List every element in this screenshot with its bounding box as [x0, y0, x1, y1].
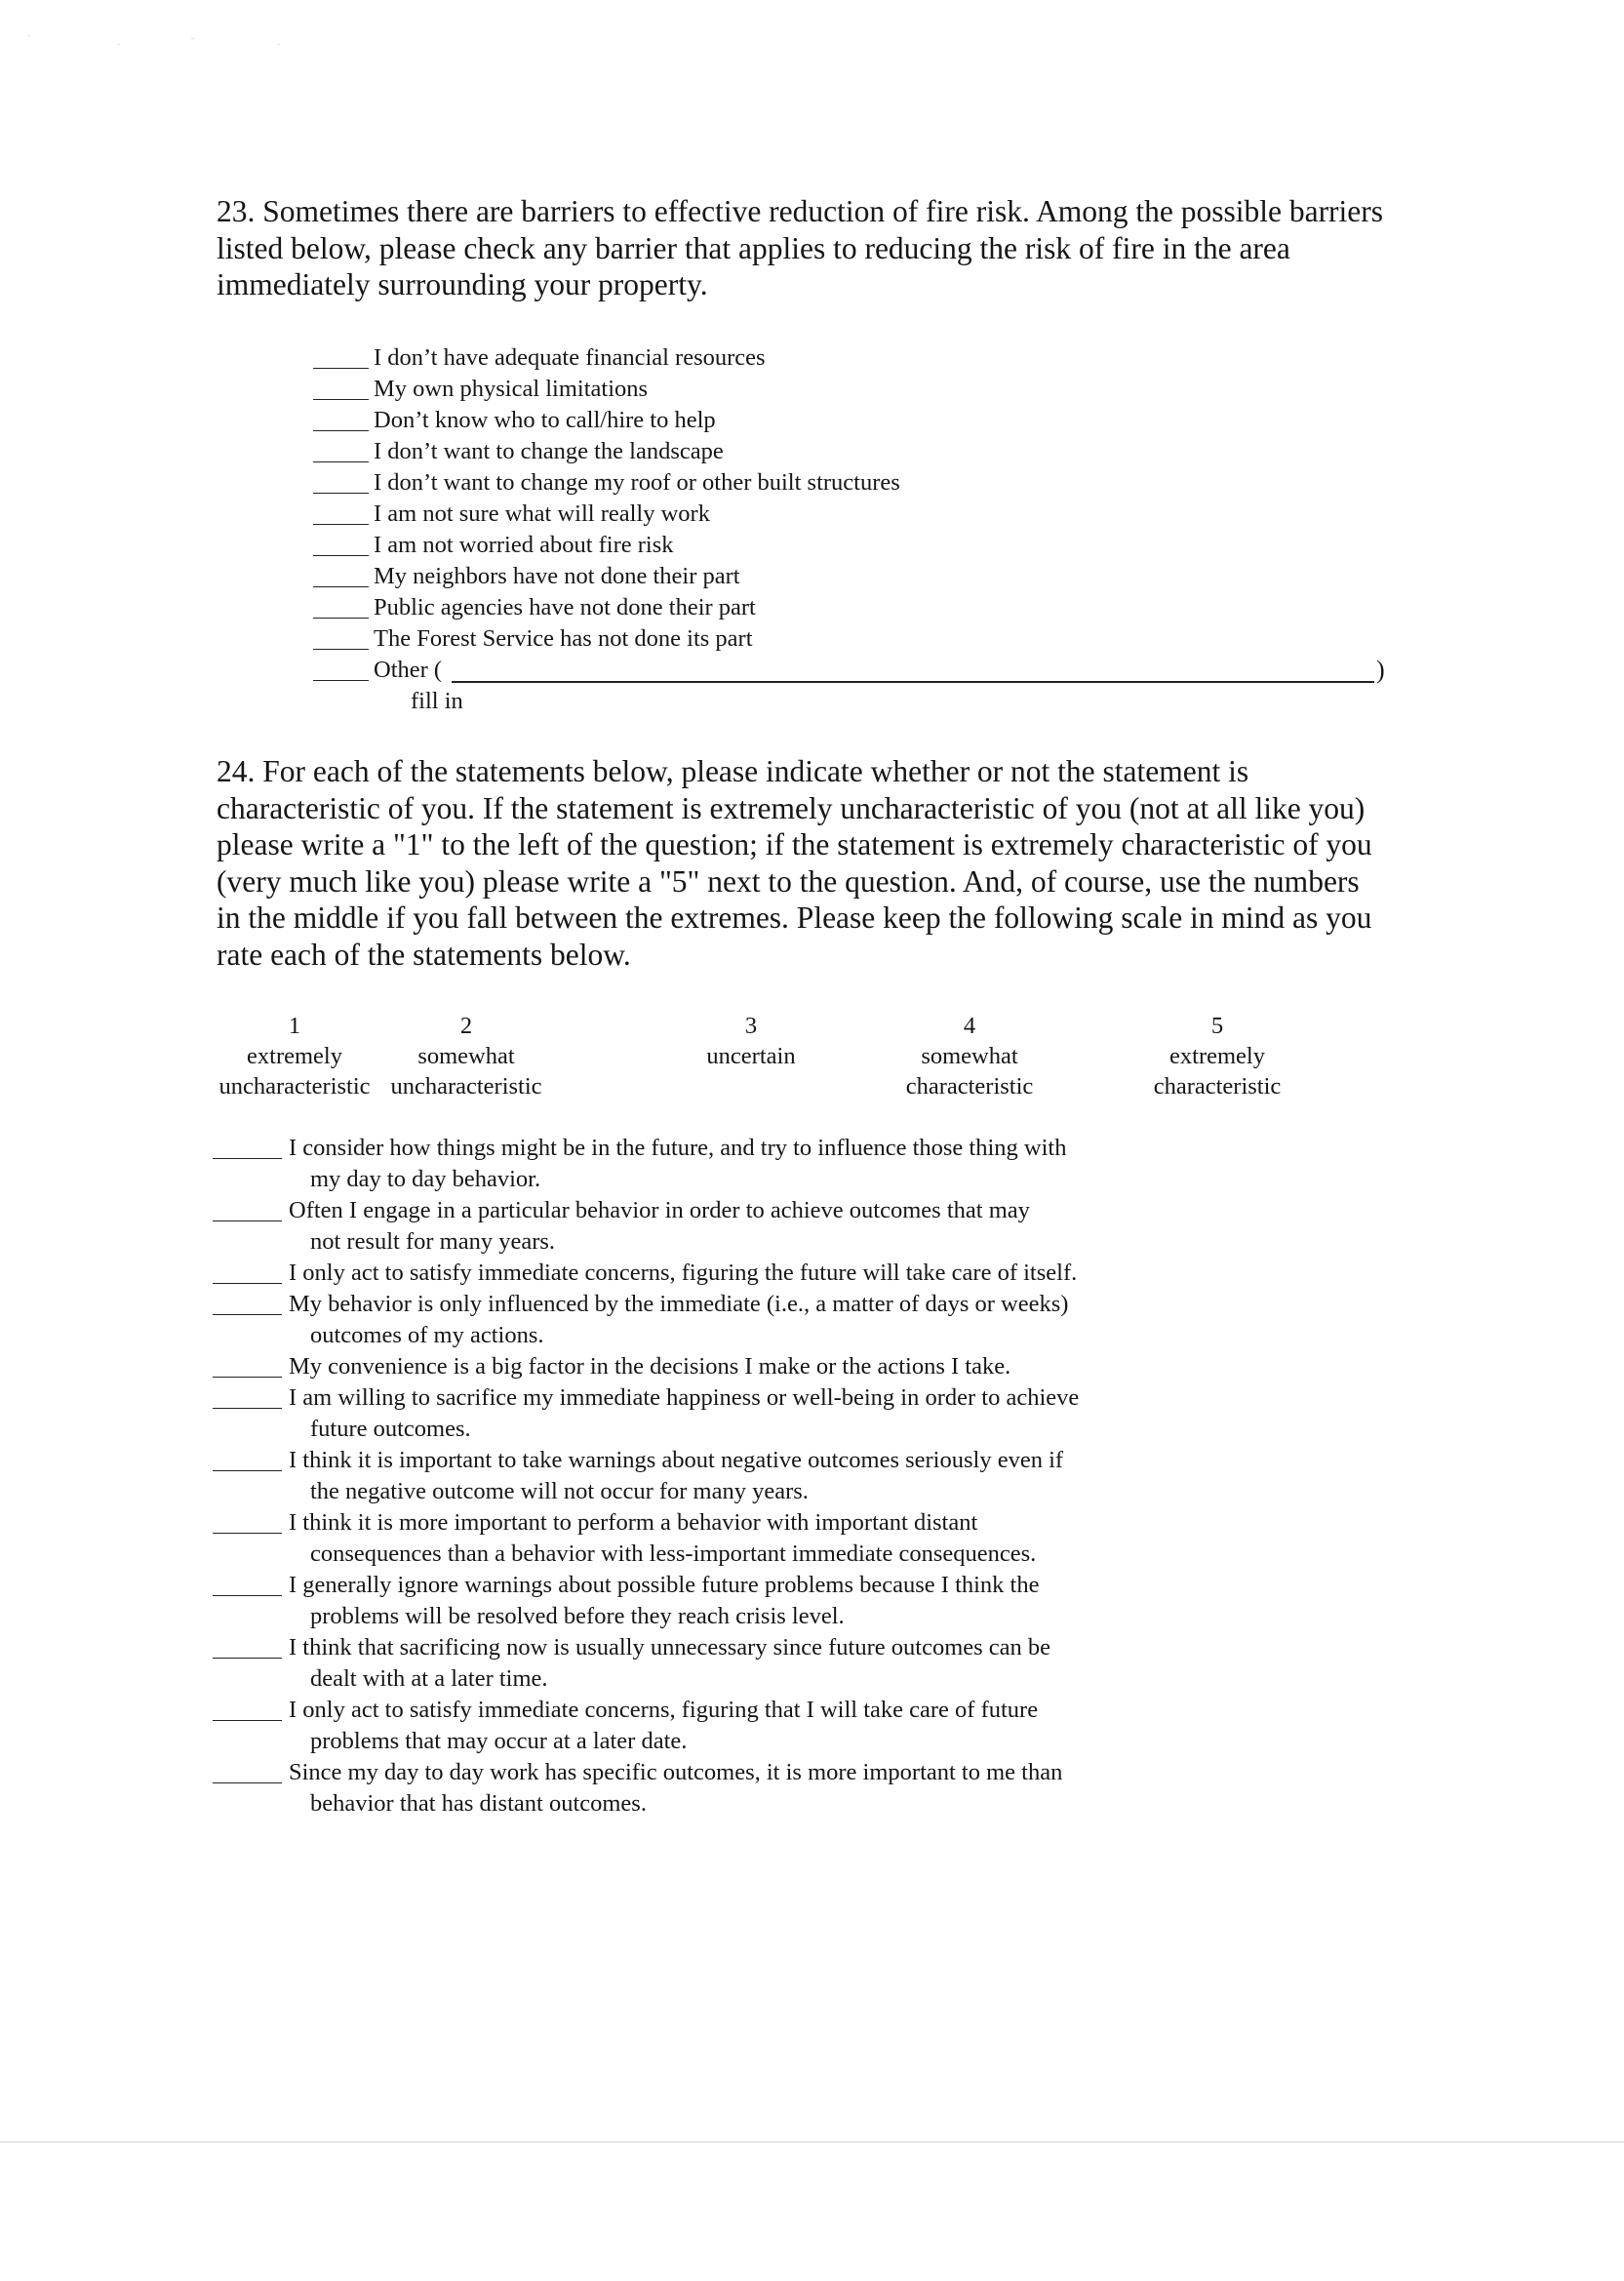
- statement-text: My convenience is a big factor in the decisions I make or the actions I take.: [289, 1353, 1011, 1380]
- barrier-option: [313, 623, 1484, 655]
- statement-item: [213, 1570, 1481, 1632]
- statement-text: I only act to satisfy immediate concerns, figuring that I will take care of future: [289, 1697, 1039, 1723]
- barrier-option: [313, 592, 1484, 623]
- statement-item: [213, 1351, 1481, 1382]
- check-blank[interactable]: [313, 471, 369, 494]
- scale-value: 3: [744, 1013, 758, 1039]
- statement-text-cont: my day to day behavior.: [310, 1166, 541, 1192]
- statement-item: [213, 1632, 1481, 1695]
- barrier-option: [313, 436, 1484, 467]
- scan-edge-line: [0, 2141, 1624, 2142]
- rating-blank[interactable]: [213, 1636, 282, 1659]
- option-label: The Forest Service has not done its part: [374, 625, 753, 652]
- check-blank[interactable]: [313, 378, 369, 400]
- statement-text: I generally ignore warnings about possible future problems because I think the: [289, 1572, 1040, 1598]
- prompt-line: rate each of the statements below.: [217, 937, 631, 972]
- prompt-line: please write a "1" to the left of the question; if the statement is extremely characteristic of you: [217, 827, 1372, 861]
- statement-item: [213, 1382, 1481, 1445]
- check-blank[interactable]: [313, 409, 369, 431]
- scale-label-line1: extremely: [247, 1043, 342, 1069]
- option-label: Public agencies have not done their part: [374, 594, 756, 620]
- scale-label-line2: characteristic: [905, 1073, 1034, 1100]
- prompt-line: immediately surrounding your property.: [217, 267, 708, 301]
- barrier-option: [313, 467, 1484, 499]
- rating-blank[interactable]: [213, 1574, 282, 1596]
- rating-blank[interactable]: [213, 1386, 282, 1409]
- check-blank[interactable]: [313, 627, 369, 650]
- statement-text-cont: the negative outcome will not occur for many years.: [310, 1478, 809, 1504]
- scale-label-line2: uncharacteristic: [218, 1073, 371, 1100]
- statement-text-cont: not result for many years.: [310, 1228, 556, 1255]
- scale-label-line1: somewhat: [921, 1043, 1018, 1069]
- statement-text: My behavior is only influenced by the immediate (i.e., a matter of days or weeks): [289, 1291, 1069, 1317]
- statement-text: I consider how things might be in the future, and try to influence those thing with: [289, 1135, 1067, 1161]
- other-close-paren: ): [1376, 656, 1385, 684]
- prompt-line: 23. Sometimes there are barriers to effective reduction of fire risk. Among the possible barriers: [217, 194, 1384, 228]
- rating-blank[interactable]: [213, 1449, 282, 1471]
- scale-label-line1: extremely: [1169, 1043, 1265, 1069]
- question-24-prompt: [217, 753, 1372, 973]
- statement-text: Since my day to day work has specific outcomes, it is more important to me than: [289, 1759, 1063, 1785]
- statement-text-cont: future outcomes.: [310, 1416, 471, 1442]
- scale-point-4: [906, 1011, 1034, 1101]
- check-blank[interactable]: [313, 534, 369, 556]
- statement-text-cont: dealt with at a later time.: [310, 1665, 548, 1692]
- check-blank[interactable]: [313, 596, 369, 619]
- rating-blank[interactable]: [213, 1699, 282, 1721]
- statement-item: [213, 1195, 1481, 1258]
- scan-speck: [117, 44, 120, 45]
- rating-blank[interactable]: [213, 1199, 282, 1221]
- option-label: Don’t know who to call/hire to help: [374, 407, 716, 433]
- prompt-line: characteristic of you. If the statement is extremely uncharacteristic of you (not at all like you): [217, 790, 1366, 825]
- statement-item: [213, 1258, 1481, 1289]
- statement-text-cont: problems will be resolved before they reach crisis level.: [310, 1603, 845, 1629]
- statement-text: I only act to satisfy immediate concerns, figuring the future will take care of itself.: [289, 1260, 1078, 1286]
- barrier-option: [313, 561, 1484, 592]
- barrier-option: [313, 530, 1484, 561]
- statement-item: [213, 1695, 1481, 1757]
- statement-text: I think it is important to take warnings about negative outcomes seriously even if: [289, 1447, 1064, 1473]
- scan-speck: [191, 38, 194, 39]
- scale-value: 2: [459, 1013, 473, 1039]
- statement-item: [213, 1757, 1481, 1820]
- check-blank[interactable]: [313, 346, 369, 369]
- rating-blank[interactable]: [213, 1293, 282, 1315]
- statement-item: [213, 1507, 1481, 1570]
- rating-blank[interactable]: [213, 1261, 282, 1284]
- barrier-option: [313, 499, 1484, 530]
- scale-label-line1: somewhat: [417, 1043, 515, 1069]
- rating-blank[interactable]: [213, 1355, 282, 1378]
- prompt-line: (very much like you) please write a "5" next to the question. And, of course, use the numbers: [217, 863, 1360, 899]
- option-label: I am not sure what will really work: [374, 500, 710, 527]
- scale-value: 4: [963, 1013, 976, 1039]
- scan-speck: [27, 35, 30, 36]
- question-23-prompt: [217, 193, 1383, 303]
- statement-text-cont: consequences than a behavior with less-important immediate consequences.: [310, 1541, 1037, 1567]
- statement-text: Often I engage in a particular behavior in order to achieve outcomes that may: [289, 1197, 1030, 1223]
- scale-value: 5: [1210, 1013, 1224, 1039]
- question-24-statements: [213, 1133, 1481, 1820]
- statement-text-cont: problems that may occur at a later date.: [310, 1728, 688, 1754]
- other-label: Other (: [374, 657, 443, 683]
- prompt-line: in the middle if you fall between the extremes. Please keep the following scale in mind as you: [217, 900, 1372, 935]
- scale-point-5: [1154, 1011, 1282, 1101]
- question-23-options: [313, 342, 1484, 717]
- scale-label-line2: uncharacteristic: [390, 1073, 542, 1100]
- barrier-option: [313, 374, 1484, 405]
- option-label: My own physical limitations: [374, 376, 649, 402]
- statement-item: [213, 1289, 1481, 1351]
- statement-text-cont: outcomes of my actions.: [310, 1322, 544, 1348]
- statement-text: I think it is more important to perform a behavior with important distant: [289, 1509, 978, 1536]
- rating-blank[interactable]: [213, 1137, 282, 1159]
- option-label: I don’t want to change my roof or other built structures: [374, 469, 900, 496]
- scale-point-3: [706, 1011, 795, 1071]
- scan-speck: [277, 44, 280, 45]
- prompt-line: 24. For each of the statements below, please indicate whether or not the statement is: [217, 754, 1249, 788]
- statement-text: I am willing to sacrifice my immediate happiness or well-being in order to achieve: [289, 1384, 1080, 1411]
- barrier-option: [313, 342, 1484, 374]
- scale-label-line1: uncertain: [706, 1043, 796, 1069]
- other-fill-in-field[interactable]: [452, 659, 1374, 683]
- scale-point-1: [218, 1011, 370, 1101]
- option-label: I don’t have adequate financial resources: [374, 344, 766, 371]
- statement-item: [213, 1133, 1481, 1195]
- check-blank[interactable]: [313, 440, 369, 462]
- rating-blank[interactable]: [213, 1761, 282, 1783]
- statement-text: I think that sacrificing now is usually unnecessary since future outcomes can be: [289, 1634, 1051, 1661]
- barrier-option-other: [313, 655, 1484, 686]
- scale-label-line2: characteristic: [1153, 1073, 1282, 1100]
- rating-blank[interactable]: [213, 1511, 282, 1534]
- scale-value: 1: [288, 1013, 301, 1039]
- barrier-option: [313, 405, 1484, 436]
- prompt-line: listed below, please check any barrier that applies to reducing the risk of fire in the area: [217, 230, 1290, 265]
- other-hint-row: [313, 686, 1484, 717]
- option-label: I am not worried about fire risk: [374, 532, 674, 558]
- check-blank[interactable]: [313, 565, 369, 587]
- fill-in-hint: fill in: [411, 688, 463, 714]
- check-blank[interactable]: [313, 502, 369, 525]
- scale-point-2: [390, 1011, 541, 1101]
- option-label: My neighbors have not done their part: [374, 563, 740, 589]
- statement-text-cont: behavior that has distant outcomes.: [310, 1790, 647, 1817]
- statement-item: [213, 1445, 1481, 1507]
- option-label: I don’t want to change the landscape: [374, 438, 724, 464]
- check-blank[interactable]: [313, 659, 369, 681]
